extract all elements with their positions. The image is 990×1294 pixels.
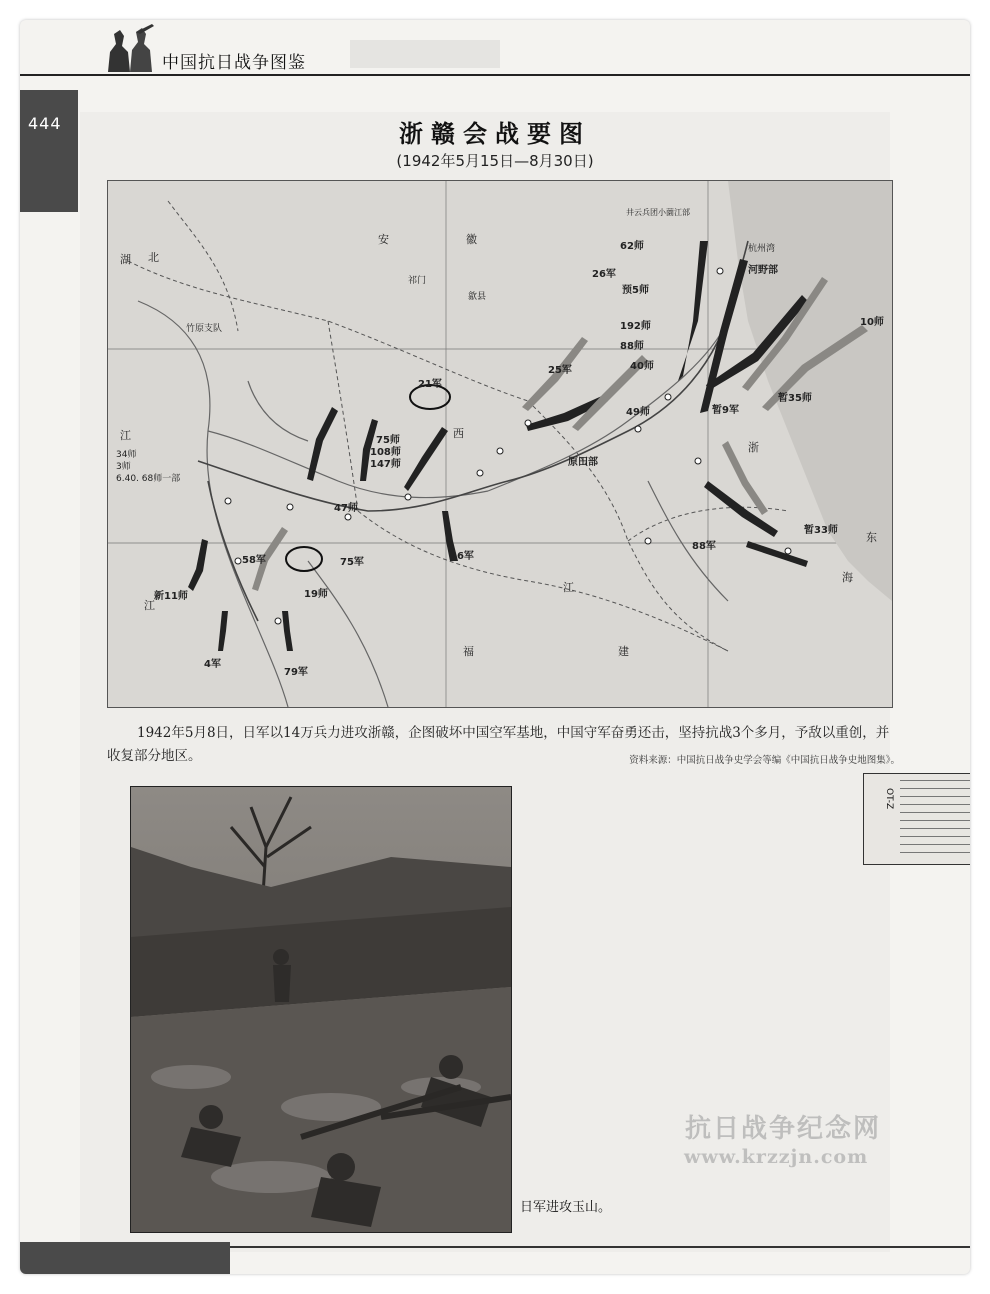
svg-text:河野部: 河野部 (748, 265, 778, 276)
photo-caption: 日军进攻玉山。 (520, 1200, 612, 1215)
map-title: 浙赣会战要图 (399, 120, 591, 148)
svg-text:湖: 湖 (120, 253, 131, 266)
svg-text:40师: 40师 (630, 361, 654, 372)
svg-text:26军: 26军 (450, 551, 474, 562)
map-legend (863, 773, 970, 865)
photo-scene (131, 787, 511, 1232)
svg-text:江: 江 (144, 599, 155, 612)
svg-text:62师: 62师 (620, 241, 644, 252)
svg-text:江: 江 (563, 581, 574, 594)
book-page (20, 20, 970, 1274)
svg-text:徽: 徽 (466, 233, 477, 246)
map-subtitle: (1942年5月15日—8月30日) (396, 152, 594, 170)
svg-text:预5师: 预5师 (622, 285, 649, 296)
svg-text:歙县: 歙县 (468, 292, 487, 302)
legend-entries (900, 780, 970, 860)
svg-text:108师: 108师 (370, 447, 401, 458)
book-title: 中国抗日战争图鉴 (162, 53, 306, 73)
svg-text:192师: 192师 (620, 321, 651, 332)
footer-rule (230, 1246, 970, 1248)
svg-text:19师: 19师 (304, 589, 328, 600)
svg-text:北: 北 (148, 251, 159, 264)
svg-text:10师: 10师 (860, 317, 884, 328)
svg-text:东: 东 (866, 531, 877, 544)
svg-text:西: 西 (453, 427, 464, 440)
svg-text:6.40. 68师一部: 6.40. 68师一部 (116, 474, 181, 484)
svg-text:暂9军: 暂9军 (712, 405, 739, 416)
map-source: 资料来源：中国抗日战争史学会等编《中国抗日战争史地图集》。 (629, 755, 900, 766)
map-caption: 1942年5月8日，日军以14万兵力进攻浙赣，企图破坏中国空军基地，中国守军奋勇还击，坚持抗战3个多月，予敌以重创，并收复部分地区。 (107, 725, 890, 764)
footer-bar (20, 1242, 230, 1274)
svg-text:47师: 47师 (334, 503, 358, 514)
header-bleed-through (350, 40, 500, 68)
svg-text:21军: 21军 (418, 379, 442, 390)
svg-text:58军: 58军 (242, 555, 266, 566)
site-watermark-url: www.krzzjn.com (684, 1146, 869, 1168)
svg-text:34师: 34师 (116, 450, 137, 460)
svg-text:4军: 4军 (204, 659, 221, 670)
svg-text:147师: 147师 (370, 459, 401, 470)
svg-text:建: 建 (618, 645, 629, 658)
svg-text:安: 安 (378, 233, 389, 246)
battle-map-drawing (108, 181, 892, 707)
svg-text:井云兵团小薗江部: 井云兵团小薗江部 (626, 208, 690, 217)
svg-text:75军: 75军 (340, 557, 364, 568)
province-borders (128, 201, 788, 651)
svg-text:浙: 浙 (748, 441, 759, 454)
legend-code: OT-Z (884, 788, 894, 810)
japanese-advance-arrows (188, 241, 808, 651)
svg-text:杭州湾: 杭州湾 (748, 244, 776, 254)
svg-text:祁门: 祁门 (408, 276, 427, 286)
svg-text:竹原支队: 竹原支队 (186, 324, 223, 334)
svg-text:新11师: 新11师 (154, 591, 188, 602)
svg-text:49师: 49师 (626, 407, 650, 418)
svg-text:原田部: 原田部 (568, 457, 598, 468)
svg-text:25军: 25军 (548, 365, 572, 376)
svg-text:暂35师: 暂35师 (778, 393, 812, 404)
soldiers-logo-icon (100, 22, 158, 72)
svg-text:88军: 88军 (692, 541, 716, 552)
site-watermark: 抗日战争纪念网 (685, 1114, 882, 1144)
svg-text:88师: 88师 (620, 341, 644, 352)
svg-text:海: 海 (842, 571, 853, 584)
header-rule (20, 74, 970, 76)
historical-photo (130, 786, 512, 1233)
svg-text:江: 江 (120, 429, 131, 442)
svg-text:3师: 3师 (116, 462, 131, 472)
svg-text:79军: 79军 (284, 667, 308, 678)
svg-text:暂33师: 暂33师 (804, 525, 838, 536)
svg-text:75师: 75师 (376, 435, 400, 446)
svg-text:26军: 26军 (592, 269, 616, 280)
page-number: 444 (28, 114, 62, 133)
svg-text:福: 福 (463, 645, 474, 658)
